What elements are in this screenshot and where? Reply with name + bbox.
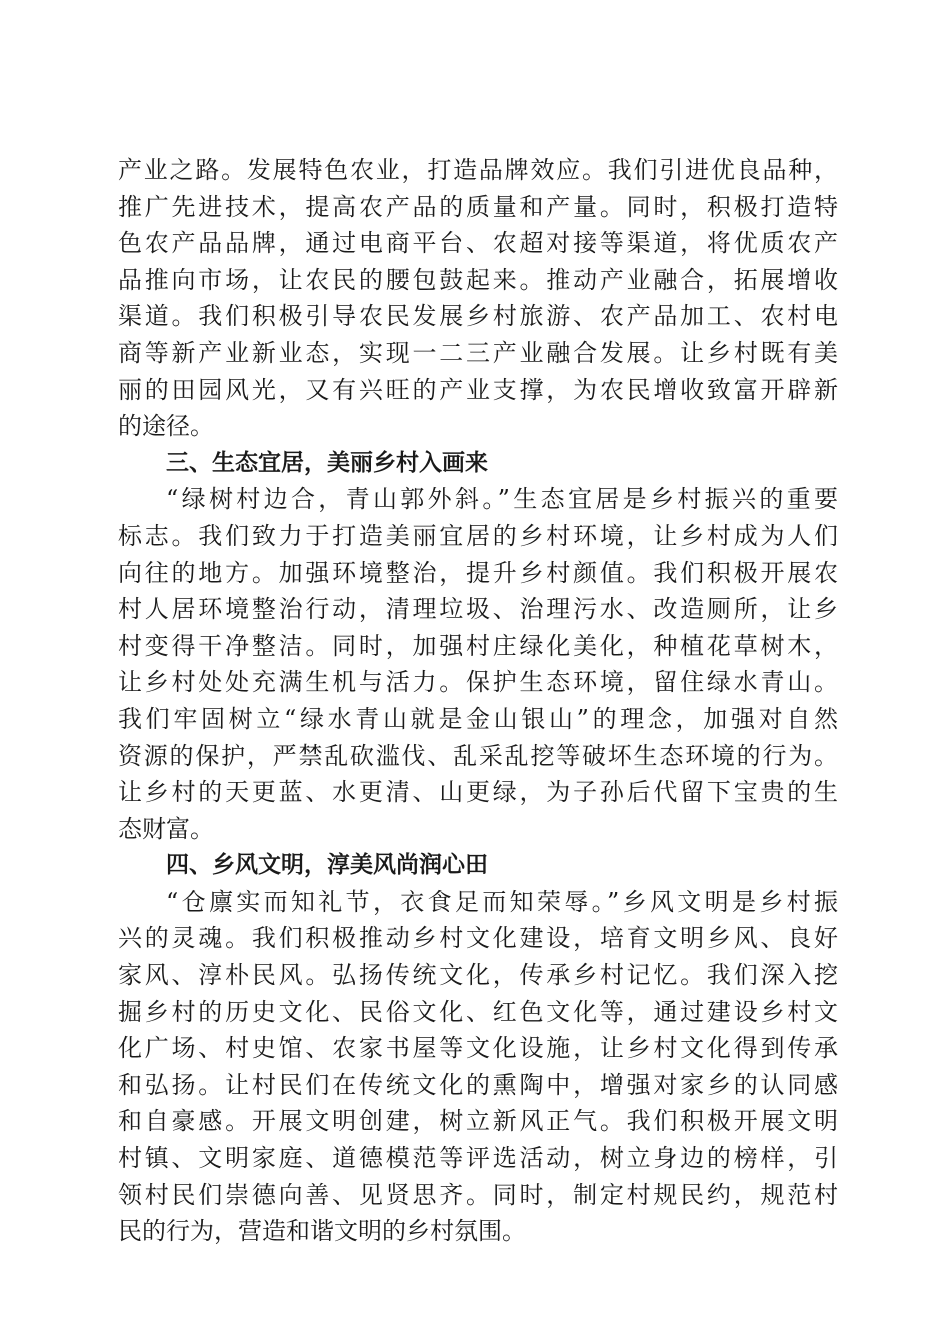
text-line: 推广先进技术，提高农产品的质量和产量。同时，积极打造特 <box>118 192 838 221</box>
text-line: 掘乡村的历史文化、民俗文化、红色文化等，通过建设乡村文 <box>118 997 838 1026</box>
text-line: 村镇、文明家庭、道德模范等评选活动，树立身边的榜样，引 <box>118 1144 838 1173</box>
text-line: 村变得干净整洁。同时，加强村庄绿化美化，种植花草树木， <box>118 631 838 660</box>
text-line: 的途径。 <box>118 412 214 441</box>
text-line: 家风、淳朴民风。弘扬传统文化，传承乡村记忆。我们深入挖 <box>118 961 838 990</box>
text-line: 领村民们崇德向善、见贤思齐。同时，制定村规民约，规范村 <box>118 1180 838 1209</box>
text-line: 资源的保护，严禁乱砍滥伐、乱采乱挖等破坏生态环境的行为。 <box>118 741 838 770</box>
text-line: 色农产品品牌，通过电商平台、农超对接等渠道，将优质农产 <box>118 229 838 258</box>
section-heading-ecology: 三、生态宜居，美丽乡村入画来 <box>166 449 488 476</box>
text-line: 产业之路。发展特色农业，打造品牌效应。我们引进优良品种， <box>118 156 838 184</box>
text-line: 丽的田园风光，又有兴旺的产业支撑，为农民增收致富开辟新 <box>118 375 838 404</box>
text-line: 让乡村处处充满生机与活力。保护生态环境，留住绿水青山。 <box>118 668 838 697</box>
text-line: 化广场、村史馆、农家书屋等文化设施，让乡村文化得到传承 <box>118 1034 838 1063</box>
text-line: 和自豪感。开展文明创建，树立新风正气。我们积极开展文明 <box>118 1107 838 1136</box>
text-line: “绿树村边合，青山郭外斜。”生态宜居是乡村振兴的重要 <box>166 485 838 514</box>
document-body <box>118 152 838 1250</box>
text-line: 渠道。我们积极引导农民发展乡村旅游、农产品加工、农村电 <box>118 302 838 331</box>
section-heading-civility: 四、乡风文明，淳美风尚润心田 <box>166 852 488 879</box>
text-line: 我们牢固树立“绿水青山就是金山银山”的理念，加强对自然 <box>118 704 838 733</box>
paragraph-industry <box>118 152 838 445</box>
text-line: 和弘扬。让村民们在传统文化的熏陶中，增强对家乡的认同感 <box>118 1070 838 1099</box>
text-line: “仓廪实而知礼节，衣食足而知荣辱。”乡风文明是乡村振 <box>166 887 838 916</box>
text-line: 商等新产业新业态，实现一二三产业融合发展。让乡村既有美 <box>118 338 838 367</box>
text-line: 民的行为，营造和谐文明的乡村氛围。 <box>118 1217 526 1246</box>
text-line: 标志。我们致力于打造美丽宜居的乡村环境，让乡村成为人们 <box>118 521 838 550</box>
text-line: 品推向市场，让农民的腰包鼓起来。推动产业融合，拓展增收 <box>118 265 838 294</box>
text-line: 村人居环境整治行动，清理垃圾、治理污水、改造厕所，让乡 <box>118 595 838 624</box>
text-line: 兴的灵魂。我们积极推动乡村文化建设，培育文明乡风、良好 <box>118 924 838 953</box>
paragraph-ecology <box>118 481 838 847</box>
text-line: 态财富。 <box>118 814 214 843</box>
paragraph-civility <box>118 884 838 1250</box>
text-line: 向往的地方。加强环境整治，提升乡村颜值。我们积极开展农 <box>118 558 838 587</box>
text-line: 让乡村的天更蓝、水更清、山更绿，为子孙后代留下宝贵的生 <box>118 778 838 807</box>
